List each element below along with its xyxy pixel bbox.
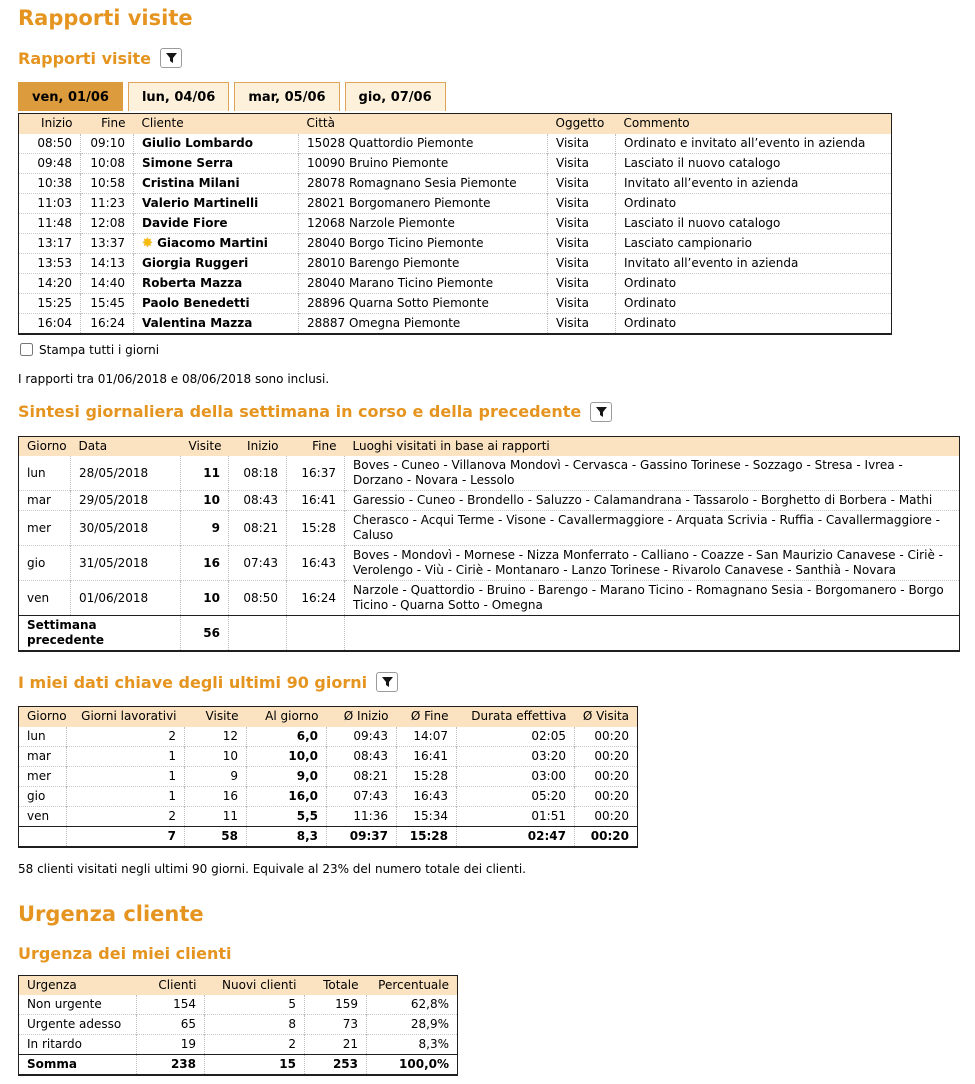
table-row (19, 766, 638, 786)
cell-fine: 11:23 (81, 193, 134, 213)
cell-citta: 10090 Bruino Piemonte (299, 153, 548, 173)
cell-fine: 10:08 (81, 153, 134, 173)
cell-fine: 16:37 (287, 456, 345, 491)
cell-nuovi: 2 (205, 1035, 305, 1055)
cell-lavorativi: 1 (67, 766, 185, 786)
cell-fine: 09:10 (81, 134, 134, 154)
cell-durata: 01:51 (457, 806, 575, 826)
cell-fine: 16:24 (81, 313, 134, 334)
cell-cliente: Valerio Martinelli (134, 193, 299, 213)
tab-lun-04-06[interactable]: lun, 04/06 (128, 82, 229, 111)
cell-percentuale: 100,0% (367, 1055, 458, 1076)
cell-o_visita: 00:20 (575, 826, 638, 847)
total-row (19, 616, 960, 652)
cell-urgenza: In ritardo (19, 1035, 137, 1055)
cell-nuovi: 8 (205, 1015, 305, 1035)
cell-visite: 12 (185, 727, 247, 747)
cell-clienti: 19 (137, 1035, 205, 1055)
cell-commento: Lasciato il nuovo catalogo (616, 153, 892, 173)
cell-citta: 28010 Barengo Piemonte (299, 253, 548, 273)
cell-lavorativi: 7 (67, 826, 185, 847)
cell-inizio: 08:50 (229, 581, 287, 616)
cell-percentuale: 8,3% (367, 1035, 458, 1055)
cell-inizio: 11:48 (19, 213, 81, 233)
cell-cliente: Giulio Lombardo (134, 134, 299, 154)
cell-o_fine: 14:07 (397, 727, 457, 747)
print-all-days-row (20, 343, 967, 357)
table-row (19, 727, 638, 747)
tab-ven-01-06[interactable]: ven, 01/06 (18, 82, 123, 111)
cell-oggetto: Visita (548, 173, 616, 193)
table-row (19, 193, 892, 213)
visits-filter-icon-button[interactable] (160, 48, 182, 68)
cell-lavorativi: 2 (67, 806, 185, 826)
cell-citta: 12068 Narzole Piemonte (299, 213, 548, 233)
column-header-giorno: Giorno (19, 436, 71, 456)
cell-totale: 159 (305, 995, 367, 1015)
column-header-inizio: Inizio (19, 114, 81, 134)
visits-table (18, 113, 892, 335)
cell-oggetto: Visita (548, 293, 616, 313)
column-header-data: Data (71, 436, 181, 456)
total-row (19, 1055, 458, 1076)
cell-commento: Invitato all’evento in azienda (616, 173, 892, 193)
cell-citta: 28887 Omegna Piemonte (299, 313, 548, 334)
cell-visite: 16 (181, 546, 229, 581)
table-row (19, 511, 960, 546)
column-header-durata: Durata effettiva (457, 707, 575, 727)
cell-o_fine: 15:34 (397, 806, 457, 826)
cell-o_visita: 00:20 (575, 746, 638, 766)
cell-o_fine: 15:28 (397, 826, 457, 847)
cell-urgenza: Urgente adesso (19, 1015, 137, 1035)
cell-luoghi: Narzole - Quattordio - Bruino - Barengo - Marano Ticino - Romagnano Sesia - Borgomanero - Borgo Ticino - Quarna Sotto - Omegna (345, 581, 960, 616)
cell-commento: Lasciato il nuovo catalogo (616, 213, 892, 233)
cell-cliente: Simone Serra (134, 153, 299, 173)
cell-visite: 9 (185, 766, 247, 786)
cell-giorno: ven (19, 806, 67, 826)
cell-inizio: 07:43 (229, 546, 287, 581)
cell-percentuale: 28,9% (367, 1015, 458, 1035)
cell-inizio: 08:50 (19, 134, 81, 154)
cell-citta: 28040 Borgo Ticino Piemonte (299, 233, 548, 253)
column-header-commento: Commento (616, 114, 892, 134)
cell-o_fine: 16:43 (397, 786, 457, 806)
cell-oggetto: Visita (548, 213, 616, 233)
column-header-giorno: Giorno (19, 707, 67, 727)
cell-nuovi: 5 (205, 995, 305, 1015)
cell-o_fine: 15:28 (397, 766, 457, 786)
column-header-percentuale: Percentuale (367, 975, 458, 995)
cell-o_inizio: 07:43 (327, 786, 397, 806)
table-row (19, 293, 892, 313)
cell-giorno: mer (19, 766, 67, 786)
cell-o_inizio: 09:43 (327, 727, 397, 747)
cell-durata: 02:47 (457, 826, 575, 847)
table-row (19, 173, 892, 193)
filter-icon (382, 677, 393, 687)
cell-fine: 15:28 (287, 511, 345, 546)
cell-totale: 73 (305, 1015, 367, 1035)
cell-fine: 14:40 (81, 273, 134, 293)
table-row (19, 313, 892, 334)
cell-giorno: lun (19, 727, 67, 747)
cell-commento: Ordinato (616, 293, 892, 313)
cell-citta: 28896 Quarna Sotto Piemonte (299, 293, 548, 313)
cell-inizio: 09:48 (19, 153, 81, 173)
cell-inizio: 10:38 (19, 173, 81, 193)
cell-oggetto: Visita (548, 134, 616, 154)
cell-o_fine: 16:41 (397, 746, 457, 766)
cell-o_visita: 00:20 (594, 728, 629, 743)
cell-citta: 28040 Marano Ticino Piemonte (299, 273, 548, 293)
filter-icon (166, 53, 177, 63)
cell-o_inizio: 11:36 (327, 806, 397, 826)
cell-commento: Ordinato e invitato all’evento in azienda (624, 135, 866, 150)
cell-visite: 11 (181, 456, 229, 491)
key-figures-table (18, 706, 638, 848)
column-header-cliente: Cliente (134, 114, 299, 134)
urgency-section-title: Urgenza cliente (18, 901, 204, 926)
cell-o_visita: 00:20 (575, 786, 638, 806)
cell-commento: Ordinato (616, 273, 892, 293)
cell-giorno: mer (19, 511, 71, 546)
cell-luoghi: Boves - Mondovì - Mornese - Nizza Monferrato - Calliano - Coazze - San Maurizio Canavese - Ciriè - Verolengo - Viù - Ciriè - Montanaro - Lanzo Torinese - Rivarolo Canavese - Santhià - Novara (345, 546, 960, 581)
cell-al_giorno: 16,0 (247, 786, 327, 806)
cell-oggetto: Visita (548, 273, 616, 293)
cell-o_inizio: 09:37 (327, 826, 397, 847)
cell-o_inizio: 08:21 (327, 766, 397, 786)
column-header-nuovi: Nuovi clienti (205, 975, 305, 995)
cell-data: 28/05/2018 (71, 456, 181, 491)
cell-totale: 21 (305, 1035, 367, 1055)
cell-visite: 10 (181, 581, 229, 616)
table-row (19, 581, 960, 616)
cell-o_visita: 00:20 (575, 806, 638, 826)
cell-clienti: 65 (137, 1015, 205, 1035)
column-header-lavorativi: Giorni lavorativi (67, 707, 185, 727)
cell-fine: 16:43 (287, 546, 345, 581)
cell-inizio: 08:21 (229, 511, 287, 546)
column-header-clienti: Clienti (137, 975, 205, 995)
cell-oggetto: Visita (548, 193, 616, 213)
column-header-o_inizio: Ø Inizio (327, 707, 397, 727)
cell-visite: 56 (181, 616, 229, 652)
cell-inizio: 15:25 (19, 293, 81, 313)
cell-visite: 58 (185, 826, 247, 847)
daily-summary-title: Sintesi giornaliera della settimana in corso e della precedente (18, 402, 582, 421)
cell-inizio (229, 616, 287, 652)
cell-percentuale: 62,8% (410, 997, 449, 1011)
cell-luoghi: Cherasco - Acqui Terme - Visone - Cavallermaggiore - Arquata Scrivia - Ruffia - Cavallermaggiore - Caluso (345, 511, 960, 546)
table-row (19, 153, 892, 173)
cell-oggetto: Visita (548, 153, 616, 173)
cell-giorno: mar (19, 491, 71, 511)
column-header-visite: Visite (185, 707, 247, 727)
cell-fine: 12:08 (81, 213, 134, 233)
cell-lavorativi: 1 (67, 746, 185, 766)
table-row (19, 491, 960, 511)
cell-visite: 10 (181, 491, 229, 511)
cell-giorno: gio (19, 546, 71, 581)
cell-al_giorno: 5,5 (247, 806, 327, 826)
cell-inizio: 16:04 (19, 313, 81, 334)
cell-commento: Invitato all’evento in azienda (616, 253, 892, 273)
print-all-days-checkbox[interactable] (20, 343, 33, 356)
column-header-oggetto: Oggetto (548, 114, 616, 134)
cell-urgenza: Non urgente (19, 995, 137, 1015)
cell-giorno: ven (19, 581, 71, 616)
table-row (19, 1015, 458, 1035)
cell-cliente: Paolo Benedetti (134, 293, 299, 313)
cell-inizio: 08:43 (229, 491, 287, 511)
column-header-fine: Fine (81, 114, 134, 134)
cell-inizio: 13:17 (19, 233, 81, 253)
table-row (19, 134, 892, 154)
daily-summary-table (18, 436, 960, 653)
cell-visite: 10 (185, 746, 247, 766)
cell-cliente: Davide Fiore (134, 213, 299, 233)
cell-durata: 03:00 (457, 766, 575, 786)
cell-inizio: 08:18 (229, 456, 287, 491)
cell-totale: 253 (305, 1055, 367, 1076)
cell-commento: Ordinato (616, 313, 892, 334)
cell-durata: 02:05 (457, 727, 575, 747)
cell-o_inizio: 08:43 (327, 746, 397, 766)
urgency-table (18, 975, 458, 1077)
cell-giorno (19, 826, 67, 847)
tab-mar-05-06[interactable]: mar, 05/06 (234, 82, 339, 111)
key-figures-filter-icon-button[interactable] (376, 672, 398, 692)
cell-clienti: 154 (137, 995, 205, 1015)
urgency-subtitle: Urgenza dei miei clienti (18, 943, 232, 963)
column-header-luoghi: Luoghi visitati in base ai rapporti (345, 436, 960, 456)
cell-luoghi (345, 616, 960, 652)
cell-inizio: 14:20 (19, 273, 81, 293)
cell-citta: 15028 Quattordio Piemonte (299, 134, 548, 154)
print-all-days-label: Stampa tutti i giorni (39, 342, 160, 357)
cell-fine: 16:24 (287, 581, 345, 616)
cell-data: 30/05/2018 (71, 511, 181, 546)
cell-oggetto: Visita (548, 253, 616, 273)
report-range-note: I rapporti tra 01/06/2018 e 08/06/2018 sono inclusi. (18, 371, 330, 386)
cell-visite: 9 (181, 511, 229, 546)
cell-oggetto: Visita (548, 233, 616, 253)
total-row (19, 826, 638, 847)
table-row (19, 456, 960, 491)
cell-o_visita: 00:20 (575, 766, 638, 786)
filter-icon (596, 407, 607, 417)
table-row (19, 746, 638, 766)
key-figures-title: I miei dati chiave degli ultimi 90 giorni (18, 672, 368, 692)
cell-cliente: ✸ Giacomo Martini (134, 233, 299, 253)
cell-durata: 05:20 (457, 786, 575, 806)
column-header-o_fine: Ø Fine (397, 707, 457, 727)
column-header-o_visita: Ø Visita (575, 707, 638, 727)
cell-clienti: 238 (137, 1055, 205, 1076)
cell-giorno: gio (19, 786, 67, 806)
cell-cliente: Roberta Mazza (134, 273, 299, 293)
cell-lavorativi: 2 (67, 727, 185, 747)
cell-data: 01/06/2018 (71, 581, 181, 616)
cell-nuovi: 15 (205, 1055, 305, 1076)
cell-al_giorno: 9,0 (247, 766, 327, 786)
cell-inizio: 13:53 (19, 253, 81, 273)
cell-citta: 28078 Romagnano Sesia Piemonte (299, 173, 548, 193)
column-header-al_giorno: Al giorno (247, 707, 327, 727)
visits-section-title: Rapporti visite (18, 48, 152, 68)
daily-summary-filter-icon-button[interactable] (590, 402, 612, 422)
table-row (19, 806, 638, 826)
cell-al_giorno: 10,0 (247, 746, 327, 766)
cell-cliente: Cristina Milani (134, 173, 299, 193)
table-row (19, 786, 638, 806)
cell-urgenza: Somma (19, 1055, 137, 1076)
table-row (19, 995, 458, 1015)
cell-fine (287, 616, 345, 652)
star-icon: ✸ (142, 235, 153, 251)
cell-fine: 16:41 (287, 491, 345, 511)
column-header-citta: Città (299, 114, 548, 134)
day-tabs (18, 82, 967, 111)
page-title: Rapporti visite (18, 6, 193, 30)
cell-luoghi: Garessio - Cuneo - Brondello - Saluzzo - Calamandrana - Tassarolo - Borghetto di Borbera - Mathi (345, 491, 960, 511)
cell-data: 31/05/2018 (71, 546, 181, 581)
cell-al_giorno: 6,0 (247, 727, 327, 747)
table-row (19, 1035, 458, 1055)
column-header-totale: Totale (305, 975, 367, 995)
column-header-fine: Fine (287, 436, 345, 456)
table-row (19, 253, 892, 273)
cell-luoghi: Boves - Cuneo - Villanova Mondovì - Cervasca - Gassino Torinese - Sozzago - Stresa - Ivrea - Dorzano - Novara - Lessolo (353, 458, 903, 487)
table-row (19, 546, 960, 581)
cell-fine: 14:13 (81, 253, 134, 273)
column-header-visite: Visite (181, 436, 229, 456)
cell-data: 29/05/2018 (71, 491, 181, 511)
cell-commento: Ordinato (616, 193, 892, 213)
cell-commento: Lasciato campionario (616, 233, 892, 253)
cell-fine: 10:58 (81, 173, 134, 193)
cell-giorno: mar (19, 746, 67, 766)
column-header-inizio: Inizio (229, 436, 287, 456)
cell-visite: 16 (185, 786, 247, 806)
cell-giorno: Settimana precedente (19, 616, 181, 652)
table-row (19, 233, 892, 253)
tab-gio-07-06[interactable]: gio, 07/06 (345, 82, 446, 111)
cell-cliente: Valentina Mazza (134, 313, 299, 334)
table-row (19, 213, 892, 233)
key-figures-note: 58 clienti visitati negli ultimi 90 giorni. Equivale al 23% del numero totale dei clienti. (18, 861, 526, 876)
cell-durata: 03:20 (457, 746, 575, 766)
cell-lavorativi: 1 (67, 786, 185, 806)
table-row (19, 273, 892, 293)
cell-fine: 15:45 (81, 293, 134, 313)
cell-citta: 28021 Borgomanero Piemonte (299, 193, 548, 213)
cell-fine: 13:37 (81, 233, 134, 253)
cell-cliente: Giorgia Ruggeri (134, 253, 299, 273)
cell-oggetto: Visita (548, 313, 616, 334)
cell-giorno: lun (19, 456, 71, 491)
cell-al_giorno: 8,3 (247, 826, 327, 847)
cell-visite: 11 (185, 806, 247, 826)
column-header-urgenza: Urgenza (19, 975, 137, 995)
cell-inizio: 11:03 (19, 193, 81, 213)
